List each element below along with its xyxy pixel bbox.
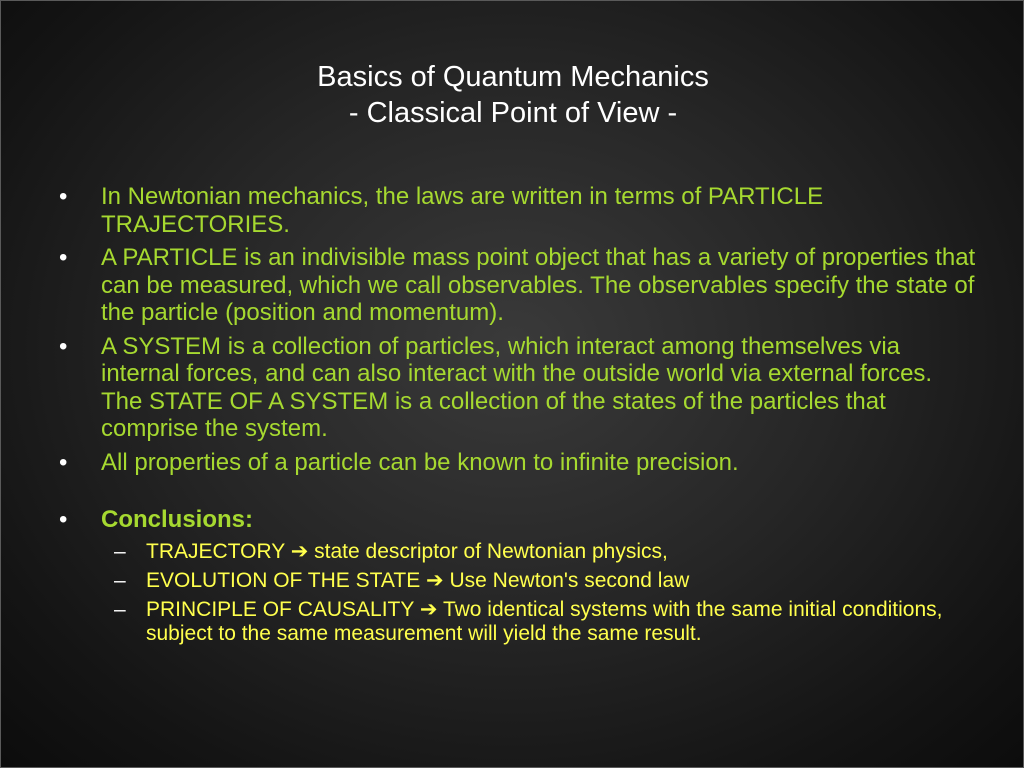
arrow-right-icon: ➔ (419, 597, 438, 621)
bullet-item (59, 449, 979, 477)
bullet-marker: • (59, 506, 68, 533)
bullet-marker: • (59, 183, 68, 210)
bullet-text: In Newtonian mechanics, the laws are written in terms of PARTICLE TRAJECTORIES. (101, 183, 824, 238)
sub-bullet-item (59, 569, 979, 593)
bullet-text: All properties of a particle can be known to infinite precision. (101, 448, 739, 476)
sub-bullet-marker: – (114, 539, 126, 563)
sub-bullet-term: TRAJECTORY (146, 539, 291, 563)
sub-bullet-description: Use Newton's second law (449, 568, 690, 592)
slide-title (1, 59, 1024, 131)
sub-bullet-term: EVOLUTION OF THE STATE (146, 568, 421, 592)
slide-body (59, 183, 979, 646)
sub-bullet-item (59, 598, 979, 646)
conclusions-bullet (59, 506, 979, 534)
arrow-right-icon: ➔ (290, 539, 309, 563)
bullet-item (59, 333, 979, 443)
bullet-marker: • (59, 448, 68, 476)
title-line-2: - Classical Point of View - (348, 97, 678, 129)
conclusions-heading: Conclusions: (101, 506, 254, 533)
sub-bullet-description: state descriptor of Newtonian physics, (314, 539, 668, 563)
bullet-text: A SYSTEM is a collection of particles, which interact among themselves via internal forces, and can also interact with the outside world via external forces. The STATE OF A SYSTEM is a collection of the states of the particles that comprise the system. (101, 332, 933, 442)
sub-bullet-item (59, 540, 979, 564)
sub-bullet-marker: – (114, 597, 126, 621)
bullet-marker: • (59, 332, 68, 360)
bullet-text: A PARTICLE is an indivisible mass point object that has a variety of properties that can be measured, which we call observables. The observables specify the state of the particle (position and momentum). (101, 244, 976, 326)
title-line-1: Basics of Quantum Mechanics (317, 61, 709, 93)
bullet-item (59, 183, 979, 238)
arrow-right-icon: ➔ (426, 568, 444, 592)
bullet-item (59, 244, 979, 327)
sub-bullet-marker: – (114, 568, 126, 592)
sub-bullet-description: Two identical systems with the same initial conditions, subject to the same measurement will yield the same result. (146, 597, 943, 645)
bullet-marker: • (59, 244, 68, 271)
sub-bullet-term: PRINCIPLE OF CAUSALITY (146, 597, 415, 621)
